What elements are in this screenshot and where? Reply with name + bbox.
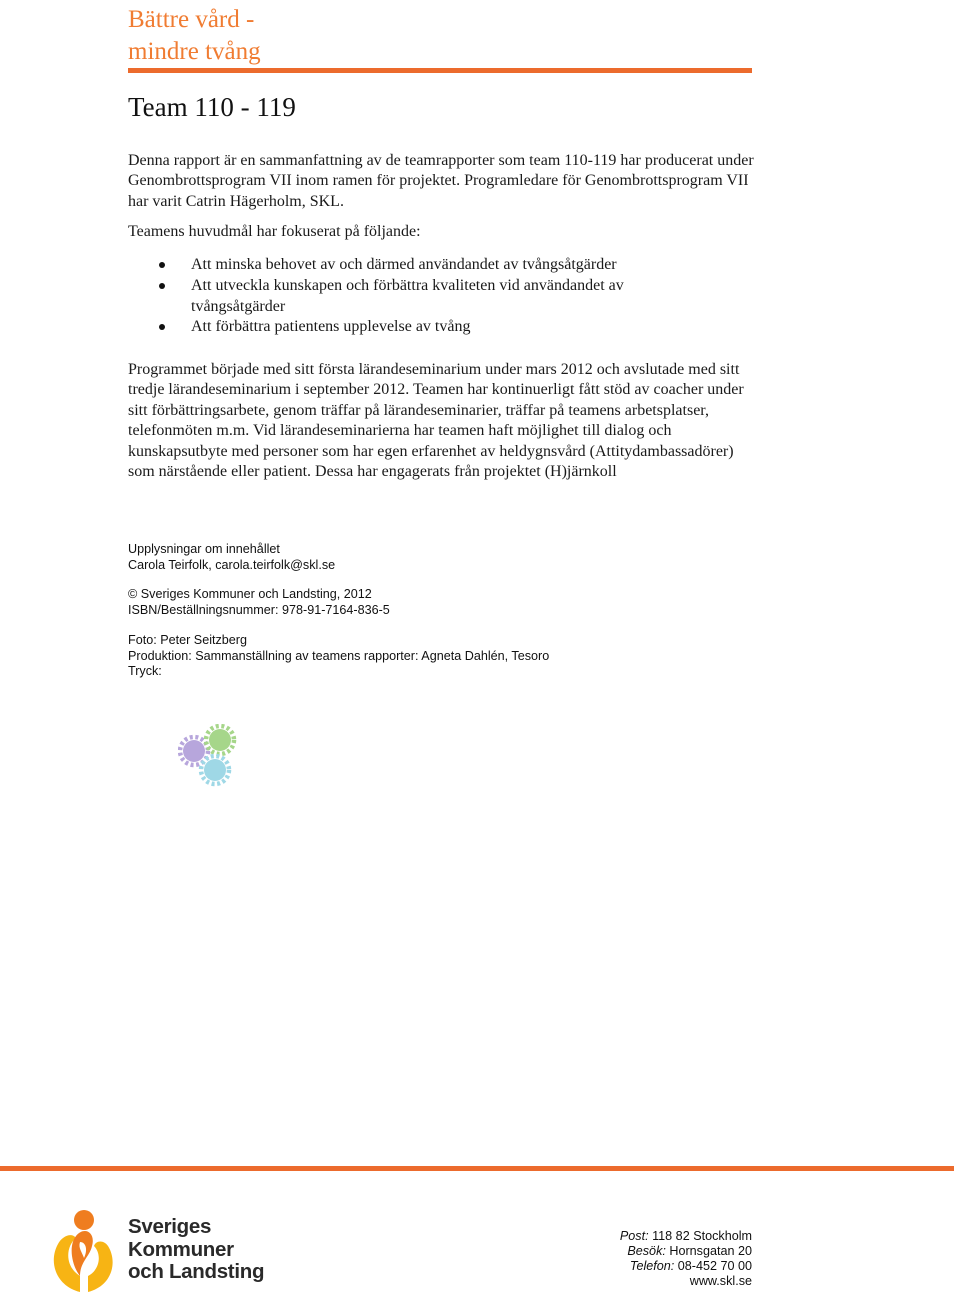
visit-label: Besök:: [627, 1244, 666, 1258]
bullet-icon: [159, 283, 165, 289]
print-credit: Tryck:: [128, 664, 162, 678]
bullet-icon: [159, 324, 165, 330]
logo-line: Kommuner: [128, 1237, 234, 1261]
focus-intro: Teamens huvudmål har fokuserat på följande:: [128, 223, 421, 240]
goals-list: [128, 255, 688, 338]
post-label: Post:: [619, 1229, 649, 1243]
post-line: [560, 1229, 752, 1244]
title-line-2: mindre tvång: [128, 38, 261, 65]
gears-icon: [178, 724, 238, 788]
program-paragraph: Programmet började med sitt första lärandeseminarium under mars 2012 och avslutade med sitt tredje lärandeseminarium i september 2012. Teamen har kontinuerligt fått stöd av coacher under sitt förbättringsarbete, genom träffar på lärandeseminarier, träffar på teamens arbetsplatser, telefonmöten m.m. Vid lärandeseminarierna har teamen haft möjlighet till dialog och kunskapsutbyte med personer som har egen erfarenhet av heldygnsvård (Attitydambassadörer) som närstående eller patient. Dessa har engagerats från projektet (H)järnkoll: [128, 361, 744, 481]
page-heading: Team 110 - 119: [128, 92, 296, 122]
gear-blue-icon: [201, 756, 229, 784]
goal-text: Att förbättra patientens upplevelse av tvång: [191, 318, 471, 336]
contact-person: Carola Teirfolk, carola.teirfolk@skl.se: [128, 557, 336, 572]
contact-block: [128, 542, 688, 573]
logo-line: Sveriges: [128, 1215, 212, 1238]
photo-credit: Foto: Peter Seitzberg: [128, 633, 248, 647]
web-link[interactable]: www.skl.se: [689, 1274, 752, 1288]
visit-line: [560, 1244, 752, 1259]
goal-text: Att utveckla kunskapen och förbättra kvaliteten vid användandet av tvångsåtgärder: [191, 276, 624, 315]
copyright-text: © Sveriges Kommuner och Landsting, 2012: [128, 587, 372, 601]
bullet-icon: [159, 262, 165, 268]
goal-item: [128, 317, 688, 338]
goal-text: Att minska behovet av och därmed användandet av tvångsåtgärder: [191, 256, 617, 273]
phone-line: [560, 1259, 752, 1274]
skl-logo-wordmark: [128, 1216, 264, 1284]
title-line-1: Bättre vård -: [128, 6, 255, 33]
credits-block: [128, 633, 688, 680]
footer-address: [560, 1229, 752, 1289]
goal-item: [128, 276, 688, 318]
production-credit: Produktion: Sammanställning av teamens rapporter: Agneta Dahlén, Tesoro: [128, 648, 550, 663]
phone-value: 08-452 70 00: [677, 1259, 752, 1273]
visit-value: Hornsgatan 20: [669, 1244, 752, 1258]
skl-logo-icon: [50, 1206, 120, 1294]
goal-item: [128, 255, 688, 276]
top-rule: [128, 68, 752, 73]
post-value: 118 82 Stockholm: [652, 1229, 752, 1243]
phone-label: Telefon:: [629, 1259, 675, 1273]
document-title: [128, 4, 528, 68]
bottom-rule: [0, 1166, 954, 1171]
intro-paragraph: Denna rapport är en sammanfattning av de teamrapporter som team 110-119 har producerat under Genombrottsprogram VII inom ramen för projektet. Programledare för Genombrottsprogram VII har varit Catrin Hägerholm, SKL.: [128, 152, 754, 210]
copyright-block: [128, 587, 688, 618]
isbn-text: ISBN/Beställningsnummer: 978-91-7164-836-5: [128, 602, 390, 617]
contact-label: Upplysningar om innehållet: [128, 542, 280, 556]
logo-line: och Landsting: [128, 1260, 265, 1283]
